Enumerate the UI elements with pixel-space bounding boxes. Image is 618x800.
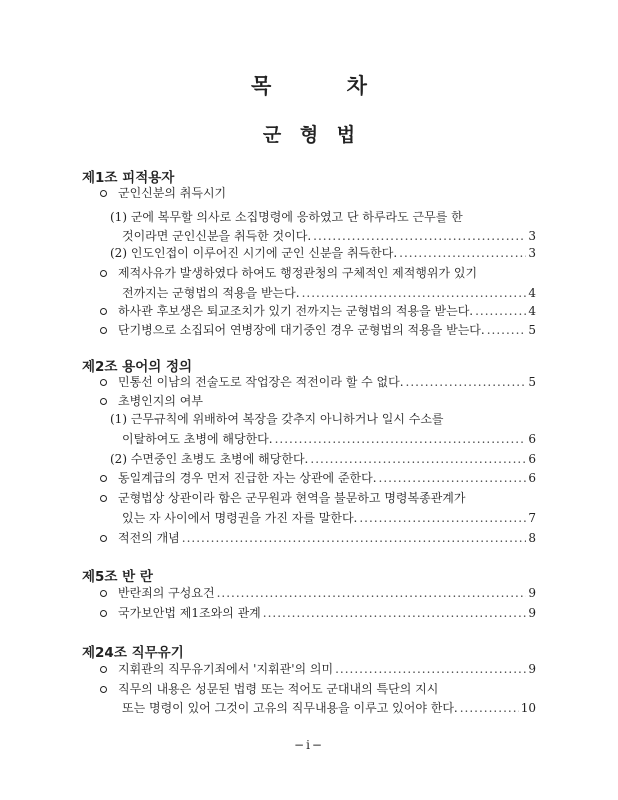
toc-entry-text: 군인신분의 취득시기 — [118, 186, 227, 200]
toc-entry-text: (1) 근무규칙에 위배하여 복장을 갖추지 아니하거나 일시 수소를 — [110, 412, 444, 426]
dot-leader — [313, 228, 526, 244]
toc-entry[interactable] — [110, 245, 536, 261]
circle-bullet-icon — [100, 610, 107, 617]
circle-bullet-icon — [100, 495, 107, 502]
dot-leader — [475, 303, 526, 319]
dot-leader — [406, 374, 527, 390]
toc-entry[interactable] — [118, 490, 465, 506]
toc-entry-text: 또는 명령이 있어 그것이 고유의 직무내용을 이루고 있어야 한다. — [122, 701, 458, 715]
toc-entry[interactable] — [118, 585, 536, 601]
toc-entry-text: 제적사유가 발생하였다 하여도 행정관청의 구체적인 제적행위가 있기 — [118, 266, 478, 280]
circle-bullet-icon — [100, 308, 107, 315]
toc-page-number: 5 — [528, 375, 536, 389]
toc-page-number: 10 — [520, 701, 536, 715]
toc-entry[interactable] — [118, 530, 536, 546]
circle-bullet-icon — [100, 379, 107, 386]
dot-leader — [399, 245, 526, 261]
toc-entry[interactable] — [110, 209, 463, 225]
circle-bullet-icon — [100, 190, 107, 197]
dot-leader — [487, 322, 527, 338]
toc-entry-text: 초병인지의 여부 — [118, 394, 203, 408]
toc-entry[interactable] — [118, 185, 226, 201]
toc-entry-text: 국가보안법 제1조와의 관계 — [118, 606, 261, 620]
dot-leader — [263, 605, 527, 621]
dot-leader — [275, 431, 527, 447]
toc-entry[interactable] — [122, 510, 536, 526]
toc-page-number: 9 — [528, 606, 536, 620]
dot-leader — [217, 585, 527, 601]
toc-entry-text: 직무의 내용은 성문된 법령 또는 적어도 군대내의 특단의 지시 — [118, 682, 439, 696]
toc-entry[interactable] — [118, 661, 536, 677]
toc-entry-text: 군형법상 상관이라 함은 군무원과 현역을 불문하고 명령복종관계가 — [118, 491, 466, 505]
dot-leader — [359, 510, 526, 526]
page-title: 목 차 — [251, 74, 401, 98]
toc-entry-text: 것이라면 군인신분을 취득한 것이다. — [122, 229, 312, 243]
circle-bullet-icon — [100, 590, 107, 597]
toc-entry[interactable] — [110, 451, 536, 467]
page-number: −i− — [294, 738, 324, 752]
circle-bullet-icon — [100, 327, 107, 334]
dot-leader — [302, 285, 527, 301]
toc-entry-text: (2) 인도인접이 이루어진 시기에 군인 신분을 취득한다. — [110, 246, 398, 260]
toc-entry[interactable] — [118, 265, 477, 281]
toc-entry-text: 이탈하여도 초병에 해당한다. — [122, 432, 273, 446]
toc-page-number: 4 — [528, 286, 536, 300]
toc-entry-text: 민통선 이남의 전술도로 작업장은 적전이라 할 수 없다. — [118, 375, 404, 389]
toc-entry-text: (2) 수면중인 초병도 초병에 해당한다. — [110, 452, 309, 466]
circle-bullet-icon — [100, 270, 107, 277]
toc-page-number: 5 — [528, 323, 536, 337]
toc-entry-text: 하사관 후보생은 퇴교조치가 있기 전까지는 군형법의 적용을 받는다. — [118, 304, 474, 318]
toc-entry[interactable] — [118, 374, 536, 390]
circle-bullet-icon — [100, 686, 107, 693]
toc-page-number: 7 — [528, 511, 536, 525]
toc-entry[interactable] — [118, 470, 536, 486]
dot-leader — [460, 700, 519, 716]
toc-entry-text: 동일계급의 경우 먼저 진급한 자는 상관에 준한다. — [118, 471, 377, 485]
toc-page-number: 8 — [528, 531, 536, 545]
toc-page-number: 9 — [528, 586, 536, 600]
toc-entry[interactable] — [118, 303, 536, 319]
toc-entry-text: 지휘관의 직무유기죄에서 '지휘관'의 의미 — [118, 662, 334, 676]
dot-leader — [379, 470, 527, 486]
dot-leader — [335, 661, 526, 677]
toc-page-number: 6 — [528, 452, 536, 466]
circle-bullet-icon — [100, 666, 107, 673]
toc-entry-text: 적전의 개념 — [118, 531, 180, 545]
toc-entry[interactable] — [118, 605, 536, 621]
circle-bullet-icon — [100, 535, 107, 542]
law-title: 군 형 법 — [262, 124, 362, 146]
toc-entry-text: (1) 군에 복무할 의사로 소집명령에 응하였고 단 하루라도 근무를 한 — [110, 210, 463, 224]
toc-entry[interactable] — [118, 322, 536, 338]
section-heading: 제24조 직무유기 — [82, 645, 184, 661]
toc-entry[interactable] — [122, 285, 536, 301]
toc-page-number: 9 — [528, 662, 536, 676]
section-heading: 제2조 용어의 정의 — [82, 359, 193, 375]
toc-entry[interactable] — [110, 411, 444, 427]
toc-page-number: 6 — [528, 432, 536, 446]
toc-entry[interactable] — [118, 681, 438, 697]
toc-entry-text: 반란죄의 구성요건 — [118, 586, 215, 600]
section-heading: 제1조 피적용자 — [82, 170, 175, 186]
circle-bullet-icon — [100, 398, 107, 405]
dot-leader — [182, 530, 527, 546]
toc-entry[interactable] — [122, 700, 536, 716]
circle-bullet-icon — [100, 475, 107, 482]
dot-leader — [310, 451, 526, 467]
toc-entry[interactable] — [118, 393, 203, 409]
toc-entry-text: 단기병으로 소집되어 연병장에 대기중인 경우 군형법의 적용을 받는다. — [118, 323, 485, 337]
section-heading: 제5조 반 란 — [82, 569, 153, 585]
toc-page-number: 4 — [528, 304, 536, 318]
toc-page-number: 6 — [528, 471, 536, 485]
toc-entry[interactable] — [122, 431, 536, 447]
toc-page-number: 3 — [528, 246, 536, 260]
toc-page-number: 3 — [528, 229, 536, 243]
toc-entry-text: 전까지는 군형법의 적용을 받는다. — [122, 286, 300, 300]
toc-entry[interactable] — [122, 228, 536, 244]
toc-entry-text: 있는 자 사이에서 명령권을 가진 자를 말한다. — [122, 511, 358, 525]
